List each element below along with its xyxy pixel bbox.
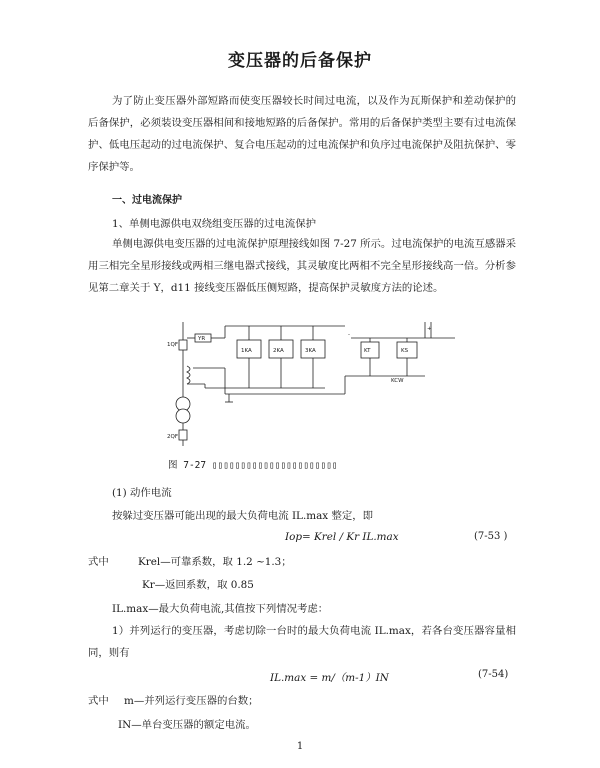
label-2qf: 2QF (167, 434, 178, 440)
intro-paragraph: 为了防止变压器外部短路而使变压器较长时间过电流，以及作为瓦斯保护和差动保护的后备保护，必须装设变压器相间和接地短路的后备保护。常用的后备保护类型主要有过电流保护、低电压起动的过电流保护、复合电压起动的过电流保护和负序过电流保护及阻抗保护、零序保护等。 (88, 95, 516, 173)
label-ks: KS (401, 348, 409, 354)
label-minus: - (348, 332, 350, 338)
item-heading: (1) 动作电流 (112, 487, 172, 499)
where-label-2: 式中 (88, 695, 109, 707)
label-plus: + (427, 326, 432, 332)
equation-number-7-54: (7-54) (478, 669, 509, 680)
case-1-paragraph: 1）并列运行的变压器，考虑切除一台时的最大负荷电流 IL.max，若各台变压器容量相同，则有 (88, 625, 516, 659)
section-heading: 一、过电流保护 (112, 195, 182, 206)
label-1qf: 1QF (167, 342, 178, 348)
page-title: 变压器的后备保护 (228, 51, 372, 71)
subsection-heading: 1、单侧电源供电双绕组变压器的过电流保护 (112, 218, 317, 230)
def-kr: Kr—返回系数，取 0.85 (142, 579, 254, 591)
label-3ka: 3KA (305, 348, 316, 354)
equation-7-53: Iop= Krel / Kr IL.max (285, 531, 399, 543)
label-2ka: 2KA (273, 348, 284, 354)
item-text: 按躲过变压器可能出现的最大负荷电流 IL.max 整定，即 (112, 510, 374, 522)
equation-number-7-53: (7-53 ) (474, 531, 508, 542)
wiring-paragraph: 单侧电源供电变压器的过电流保护原理接线如图 7-27 所示。过电流保护的电流互感器采用三相完全星形接线或两相三继电器式接线，其灵敏度比两相不完全星形接线高一倍。分析参见第二章关于 Y，d11 接线变压器低压侧短路，提高保护灵敏度方法的论述。 (88, 238, 517, 294)
figure-caption: 图 7-27 ▯▯▯▯▯▯▯▯▯▯▯▯▯▯▯▯▯▯▯▯▯▯ (168, 460, 338, 471)
equation-7-54: IL.max = m/（m-1）IN (270, 672, 389, 684)
label-yr: YR (198, 336, 206, 342)
def-krel: Krel—可靠系数，取 1.2 ~1.3； (138, 556, 292, 568)
def-in: IN—单台变压器的额定电流。 (118, 719, 256, 731)
circuit-diagram (165, 318, 455, 450)
def-ilmax: IL.max—最大负荷电流,其值按下列情况考虑： (112, 603, 329, 615)
page-number: 1 (296, 741, 304, 752)
def-m: m—并列运行变压器的台数； (124, 695, 259, 707)
label-kcw: KCW (391, 378, 404, 384)
where-label: 式中 (88, 556, 109, 568)
label-kt: KT (364, 348, 371, 354)
label-1ka: 1KA (241, 348, 252, 354)
